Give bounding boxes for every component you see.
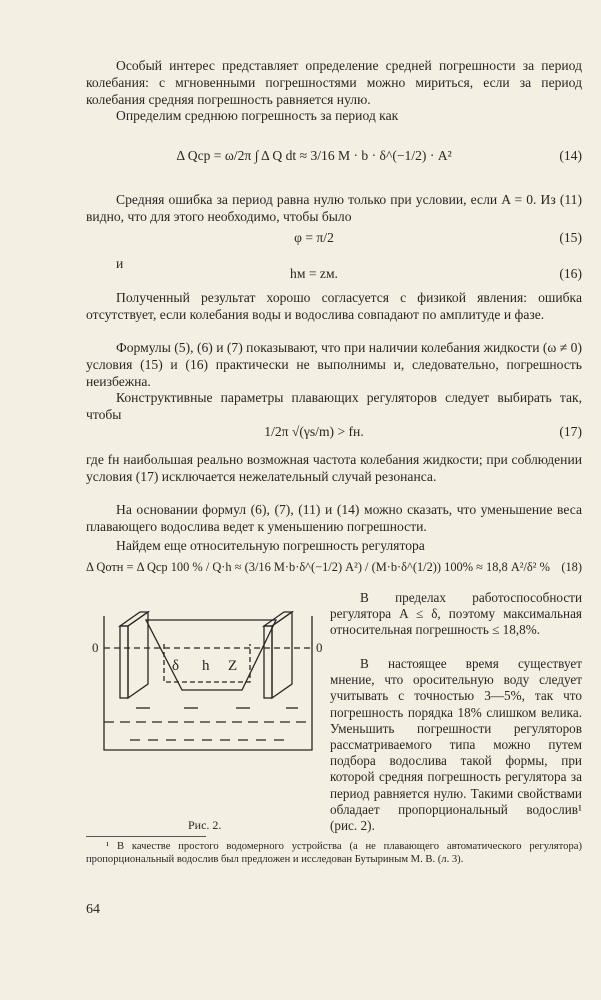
paragraph-relative: Найдем еще относительную погрешность регулятора (116, 538, 425, 553)
left-float-top (120, 612, 148, 626)
weir-trapezoid (146, 620, 276, 690)
connector-and-text: и (116, 256, 124, 271)
label-z: Z (228, 658, 238, 674)
equation-17-body: 1/2π √(γs/m) > fн. (264, 424, 364, 439)
page-number: 64 (86, 902, 100, 917)
equation-14 (86, 148, 582, 168)
right-float-top (264, 612, 292, 626)
label-right-zero: 0 (316, 640, 323, 655)
label-delta: δ (172, 658, 180, 674)
equation-17-number: (17) (559, 424, 582, 439)
equation-15-number: (15) (559, 230, 582, 245)
paragraph-weight: На основании формул (6), (7), (11) и (14) можно сказать, что уменьшение веса плавающего водослива ведет к уменьшению погрешности. (86, 502, 582, 534)
paragraph-define: Определим среднюю погрешность за период как (116, 108, 399, 123)
equation-16 (86, 266, 582, 286)
equation-17 (86, 424, 582, 444)
equation-18-number: (18) (561, 560, 582, 574)
column-paragraph-range: В пределах работоспособности регулятора A ≤ δ, поэтому максимальная относительная погрешность ≤ 18,8%. (330, 590, 582, 638)
left-float-front (120, 626, 128, 698)
column-paragraph-accuracy: В настоящее время существует мнение, что оросительную воду следует учитывать с точностью 3—5%, так что погрешность порядка 18% слишком велика. Уменьшить погрешности регуляторов рассматриваемого типа можно путем подбора водослива такой формы, при которой средняя погрешность регулятора за период равняется нулю. Такими свойствами обладает пропорциональный водослив¹ (рис. 2). (330, 656, 582, 834)
figure-proportional-weir (90, 600, 323, 815)
tank-outline (104, 616, 312, 750)
label-left-zero: 0 (92, 640, 99, 655)
equation-18 (86, 560, 582, 580)
equation-15 (86, 230, 582, 250)
right-float-side (272, 612, 292, 698)
paragraph-intro: Особый интерес представляет определение средней погрешности за период колебания: с мгновенными погрешностями можно мириться, если за период колебания средняя погрешность равняется нулю. (86, 58, 582, 107)
equation-16-body: hм = zм. (290, 266, 338, 281)
label-h: h (202, 658, 210, 674)
figure-caption: Рис. 2. (188, 818, 222, 832)
paragraph-zero-condition: Средняя ошибка за период равна нулю только при условии, если A = 0. Из (11) видно, что для этого необходимо, чтобы было (86, 192, 582, 224)
equation-14-body: Δ Qср = ω/2π ∫ Δ Q dt ≈ 3/16 M · b · δ^(−1/2) · A² (176, 148, 452, 163)
footnote-rule (86, 836, 206, 837)
paragraph-formulas: Формулы (5), (6) и (7) показывают, что при наличии колебания жидкости (ω ≠ 0) условия (15) и (16) практически не выполнимы и, следовательно, погрешность неизбежна. (86, 340, 582, 389)
equation-18-body: Δ Qотн = Δ Qср 100 % / Q·h ≈ (3/16 M·b·δ^(−1/2) A²) / (M·b·δ^(1/2)) 100% ≈ 18,8 A²/δ² % (86, 560, 550, 574)
paragraph-design: Конструктивные параметры плавающих регуляторов следует выбирать так, чтобы (86, 390, 582, 422)
equation-14-number: (14) (559, 148, 582, 163)
left-float-side (128, 612, 148, 698)
paragraph-resonance: где fн наибольшая реально возможная частота колебания жидкости; при соблюдении условия (17) исключается нежелательный случай резонанса. (86, 452, 582, 484)
equation-16-number: (16) (559, 266, 582, 281)
paragraph-physics: Полученный результат хорошо согласуется с физикой явления: ошибка отсутствует, если колебания воды и водослива совпадают по амплитуде и фазе. (86, 290, 582, 322)
footnote: ¹ В качестве простого водомерного устройства (а не плавающего автоматического регулятора) пропорциональный водослив был предложен и исследован Бутыриным М. В. (л. 3). (86, 841, 582, 866)
equation-15-body: φ = π/2 (294, 230, 334, 245)
